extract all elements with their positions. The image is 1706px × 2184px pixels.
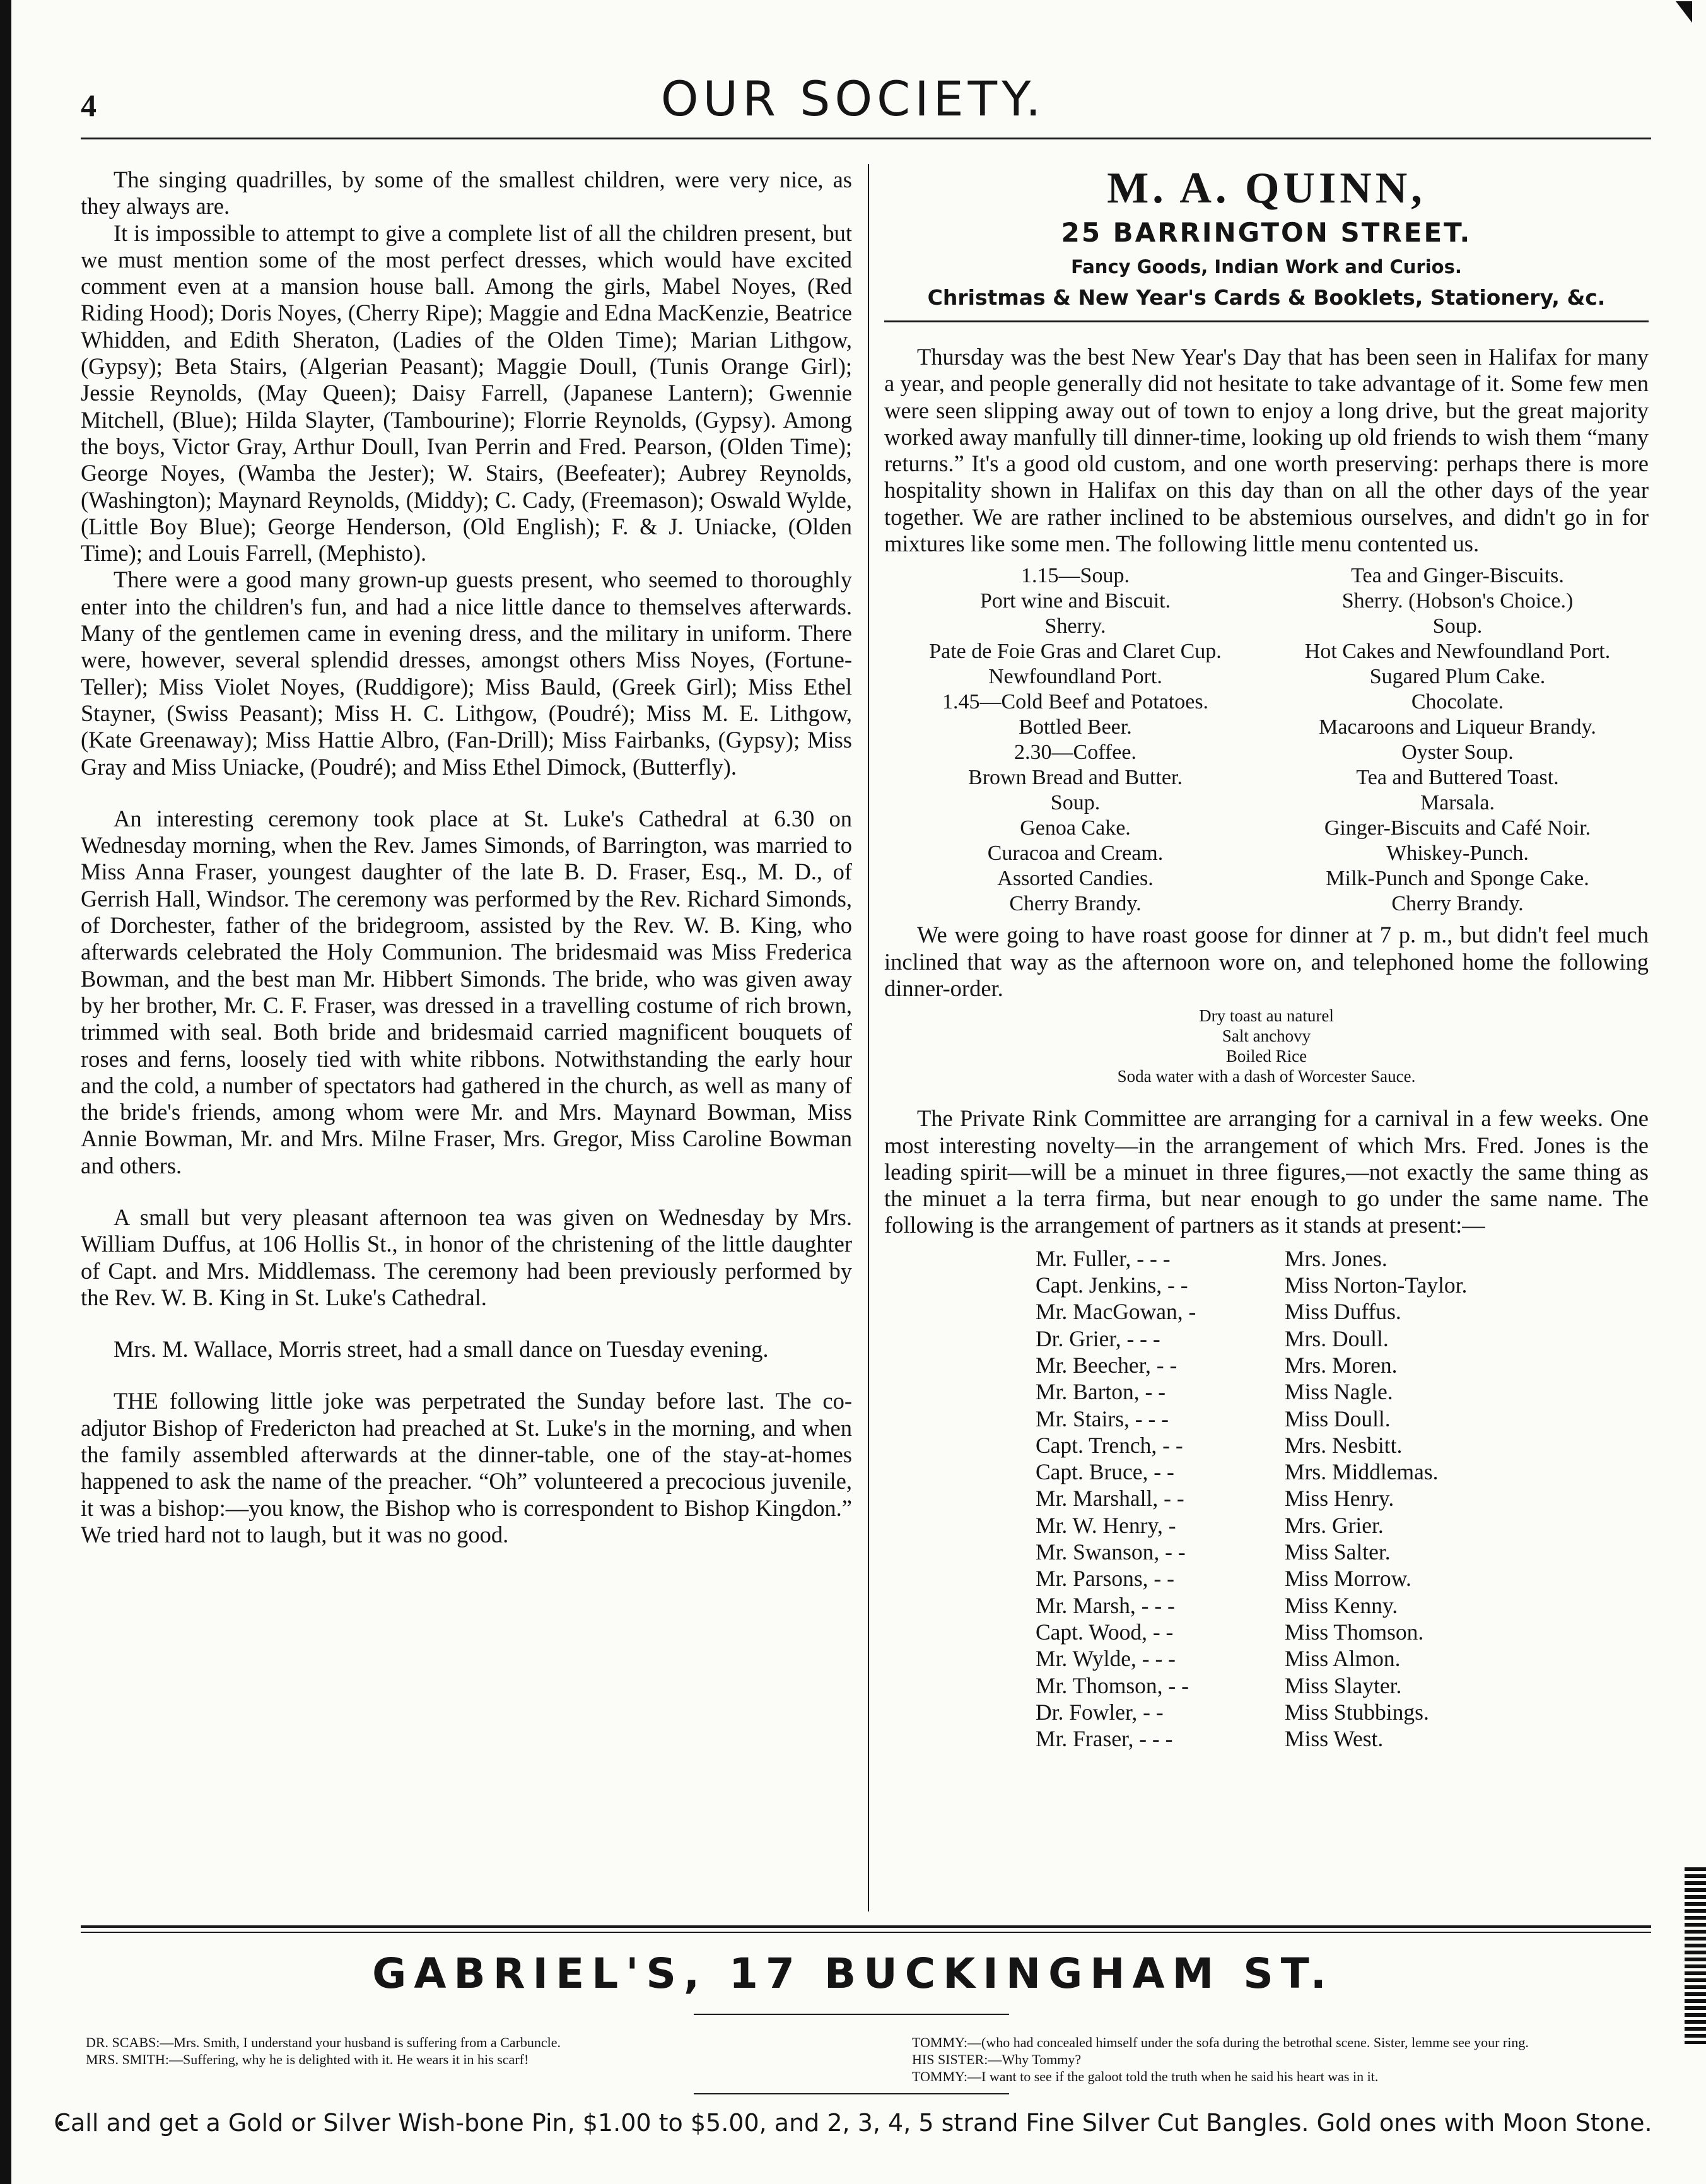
- partner-gentleman: Mr. MacGowan, -: [1036, 1299, 1196, 1325]
- partner-row: [1036, 1619, 1649, 1645]
- partner-lady: Miss Morrow.: [1285, 1566, 1411, 1592]
- menu-item: Genoa Cake.: [1020, 816, 1131, 840]
- menu-item: Chocolate.: [1411, 690, 1504, 714]
- partner-lady: Miss Salter.: [1285, 1539, 1391, 1565]
- column-divider: [868, 164, 869, 1911]
- partner-row: [1036, 1672, 1649, 1699]
- children-costumes-paragraph: It is impossible to attempt to give a complete list of all the children present, but we must mention some of the most perfect dresses, which would have excited comment even at a mansion house ball. Among the girls, Mabel Noyes, (Red Riding Hood); Doris Noyes, (Cherry Ripe); Maggie and Edna MacKenzie, Beatrice Whidden, and Edith Sheraton, (Ladies of the Olden Time); Marian Lithgow, (Gypsy); Beta Stairs, (Algerian Peasant); Maggie Doull, (Tunis Orange Girl); Jessie Reynolds, (May Queen); Daisy Farrell, (Japanese Lantern); Gwennie Mitchell, (Blue); Hilda Slayter, (Tambourine); Florrie Reynolds, (Gypsy). Among the boys, Victor Gray, Arthur Doull, Ivan Perrin and Fred. Pearson, (Olden Time); George Noyes, (Wamba the Jester); W. Stairs, (Beefeater); Aubrey Reynolds, (Washington); Maynard Reynolds, (Middy); C. Cady, (Freemason); Oswald Wylde, (Little Boy Blue); George Henderson, (Old English); F. & J. Uniacke, (Olden Time); and Louis Farrell, (Mephisto).: [81, 220, 852, 567]
- menu-item: Port wine and Biscuit.: [979, 589, 1171, 613]
- partner-lady: Mrs. Nesbitt.: [1285, 1432, 1403, 1458]
- dinner-order-item: Salt anchovy: [1222, 1026, 1311, 1046]
- partner-gentleman: Mr. Stairs, - - -: [1036, 1406, 1169, 1431]
- partner-gentleman: Mr. Swanson, - -: [1036, 1539, 1186, 1565]
- menu-item: 2.30—Coffee.: [1014, 741, 1136, 765]
- partner-gentleman: Mr. Fraser, - - -: [1036, 1726, 1173, 1752]
- partner-gentleman: Mr. Beecher, - -: [1036, 1352, 1177, 1378]
- partner-gentleman: Capt. Bruce, - -: [1036, 1459, 1174, 1485]
- partner-row: [1036, 1406, 1649, 1432]
- partner-lady: Mrs. Jones.: [1285, 1245, 1388, 1271]
- partner-gentleman: Mr. Fuller, - - -: [1036, 1245, 1171, 1271]
- partner-lady: Miss Henry.: [1285, 1486, 1394, 1512]
- partner-lady: Mrs. Middlemas.: [1285, 1459, 1439, 1485]
- partner-row: [1036, 1539, 1649, 1565]
- partner-row: [1036, 1245, 1649, 1272]
- menu-item: Sherry.: [1044, 614, 1106, 638]
- partner-row: [1036, 1378, 1649, 1405]
- dinner-order-item: Boiled Rice: [1225, 1047, 1307, 1066]
- joke-line: TOMMY:—I want to see if the galoot told the truth when he said his heart was in it.: [912, 2069, 1379, 2084]
- page-number: 4: [81, 88, 96, 123]
- wedding-paragraph: An interesting ceremony took place at St. Luke's Cathedral at 6.30 on Wednesday morning, when the Rev. James Simonds, of Barrington, was married to Miss Anna Fraser, youngest daughter of the late B. D. Fraser, Esq., M. D., of Gerrish Hall, Windsor. The ceremony was performed by the Rev. Richard Simonds, of Dorchester, father of the bridegroom, assisted by the Rev. W. B. King, who afterwards celebrated the Holy Communion. The bridesmaid was Miss Frederica Bowman, and the best man Mr. Hibbert Simonds. The bride, who was given away by her brother, Mr. C. F. Fraser, was dressed in a travelling costume of rich brown, trimmed with seal. Both bride and bridesmaid carried magnificent bouquets of roses and ferns, loosely tied with white ribbons. Notwithstanding the early hour and the cold, a number of spectators had gathered in the church, as well as many of the bride's friends, among whom were Mr. and Mrs. Maynard Bowman, Miss Annie Bowman, Mr. and Mrs. Milne Fraser, Mrs. Gregor, Miss Caroline Bowman and others.: [81, 805, 852, 1178]
- partner-gentleman: Capt. Wood, - -: [1036, 1619, 1174, 1645]
- dinner-paragraph: We were going to have roast goose for dinner at 7 p. m., but didn't feel much inclined that way as the afternoon wore on, and telephoned home the following dinner-order.: [884, 922, 1649, 1001]
- menu-item: Sugared Plum Cake.: [1369, 665, 1546, 689]
- new-year-menu: [884, 563, 1649, 917]
- partner-gentleman: Capt. Jenkins, - -: [1036, 1272, 1188, 1298]
- dinner-order-item: Soda water with a dash of Worcester Sauce.: [1117, 1067, 1416, 1086]
- menu-item: Sherry. (Hobson's Choice.): [1341, 589, 1574, 613]
- partner-gentleman: Mr. Marsh, - - -: [1036, 1592, 1175, 1618]
- menu-item: 1.15—Soup.: [1021, 564, 1130, 588]
- bishop-joke-paragraph: THE following little joke was perpetrated the Sunday before last. The co-adjutor Bishop of Fredericton had preached at St. Luke's in the morning, and when the family assembled afterwards at the dinner-table, one of the stay-at-homes happened to ask the name of the preacher. “Oh” volunteered a precocious juvenile, it was a bishop:—you know, the Bishop who is correspondent to Bishop Kingdon.” We tried hard not to laugh, but it was no good.: [81, 1388, 852, 1547]
- partner-lady: Miss Almon.: [1285, 1646, 1401, 1672]
- partner-lady: Miss Norton-Taylor.: [1285, 1272, 1468, 1298]
- menu-item: Soup.: [1050, 791, 1101, 815]
- partner-gentleman: Dr. Grier, - - -: [1036, 1325, 1160, 1351]
- menu-item: Assorted Candies.: [997, 867, 1154, 891]
- partner-gentleman: Capt. Trench, - -: [1036, 1432, 1183, 1458]
- new-year-paragraph: Thursday was the best New Year's Day that has been seen in Halifax for many a year, and people generally did not hesitate to take advantage of it. Some few men were seen slipping away out of town to enjoy a long drive, but the great majority worked away manfully till dinner-time, looking up old friends to wish them “many returns.” It's a good old custom, and one worth preserving: perhaps there is more hospitality shown in Halifax on this day than on all the other days of the year together. We are rather inclined to be abstemious ourselves, and didn't go in for mixtures like some men. The following little menu contented us.: [884, 344, 1649, 557]
- partner-gentleman: Dr. Fowler, - -: [1036, 1699, 1164, 1725]
- menu-item: Newfoundland Port.: [988, 665, 1162, 689]
- quinn-ad-cards: Christmas & New Year's Cards & Booklets, Stationery, &c.: [927, 285, 1606, 310]
- left-column: [81, 167, 852, 1548]
- header-rule: [81, 138, 1651, 139]
- partner-lady: Miss Nagle.: [1285, 1379, 1393, 1405]
- partner-gentleman: Mr. Marshall, - -: [1036, 1486, 1184, 1512]
- partner-row: [1036, 1459, 1649, 1485]
- joke-line: TOMMY:—(who had concealed himself under the sofa during the betrothal scene. Sister, lemme see your ring.: [912, 2034, 1529, 2050]
- partner-lady: Miss Duffus.: [1285, 1299, 1401, 1325]
- partner-gentleman: Mr. Parsons, - -: [1036, 1566, 1174, 1592]
- menu-item: Cherry Brandy.: [1009, 892, 1142, 916]
- partner-row: [1036, 1485, 1649, 1512]
- partner-row: [1036, 1325, 1649, 1352]
- menu-item: Macaroons and Liqueur Brandy.: [1319, 715, 1596, 739]
- menu-item: Oyster Soup.: [1401, 741, 1514, 765]
- ad-rule: [884, 320, 1649, 322]
- menu-item: Brown Bread and Butter.: [968, 766, 1183, 790]
- partner-lady: Mrs. Grier.: [1285, 1512, 1384, 1538]
- gabriels-ad-title: GABRIEL'S, 17 BUCKINGHAM ST.: [372, 1949, 1334, 1998]
- joke-line: DR. SCABS:—Mrs. Smith, I understand your husband is suffering from a Carbuncle.: [86, 2034, 561, 2050]
- menu-item: Cherry Brandy.: [1391, 892, 1524, 916]
- bottom-ad-top-rule-thin: [81, 1932, 1651, 1933]
- partner-lady: Miss Slayter.: [1285, 1672, 1402, 1698]
- dinner-order: [884, 1006, 1649, 1086]
- partner-gentleman: Mr. Wylde, - - -: [1036, 1646, 1176, 1672]
- carbuncle-joke: [86, 2034, 899, 2068]
- joke-line: HIS SISTER:—Why Tommy?: [912, 2052, 1082, 2067]
- menu-item: Pate de Foie Gras and Claret Cup.: [929, 640, 1222, 664]
- footer-rule: [694, 2093, 1009, 2094]
- tommy-joke: [912, 2034, 1650, 2085]
- page-edge-bar: [0, 0, 11, 2184]
- menu-item: Ginger-Biscuits and Café Noir.: [1324, 816, 1591, 840]
- bottom-ad-top-rule: [81, 1925, 1651, 1928]
- right-column: [884, 164, 1649, 1752]
- menu-item: Tea and Ginger-Biscuits.: [1351, 564, 1564, 588]
- menu-item: Soup.: [1432, 614, 1483, 638]
- corner-mark: [1676, 1, 1692, 23]
- menu-item: Bottled Beer.: [1019, 715, 1132, 739]
- dinner-order-item: Dry toast au naturel: [1199, 1006, 1334, 1026]
- small-dance-paragraph: Mrs. M. Wallace, Morris street, had a small dance on Tuesday evening.: [114, 1336, 769, 1363]
- partner-lady: Miss Stubbings.: [1285, 1699, 1429, 1725]
- quinn-ad-name: M. A. QUINN,: [1107, 164, 1426, 213]
- partner-row: [1036, 1512, 1649, 1539]
- partner-row: [1036, 1272, 1649, 1298]
- partner-gentleman: Mr. Thomson, - -: [1036, 1672, 1189, 1698]
- menu-item: Milk-Punch and Sponge Cake.: [1326, 867, 1589, 891]
- partner-lady: Miss Thomson.: [1285, 1619, 1424, 1645]
- partner-row: [1036, 1565, 1649, 1592]
- afternoon-tea-paragraph: A small but very pleasant afternoon tea was given on Wednesday by Mrs. William Duffus, at 106 Hollis St., in honor of the christening of the little daughter of Capt. and Mrs. Middlemass. The ceremony had been previously performed by the Rev. W. B. King in St. Luke's Cathedral.: [81, 1204, 852, 1310]
- masthead-title: OUR SOCIETY.: [660, 71, 1046, 127]
- rink-paragraph: The Private Rink Committee are arranging for a carnival in a few weeks. One most interesting novelty—in the arrangement of which Mrs. Fred. Jones is the leading spirit—will be a minuet in three figures,—not exactly the same thing as the minuet a la terra firma, but near enough to go under the same name. The following is the arrangement of partners as it stands at present:—: [884, 1105, 1649, 1238]
- partner-row: [1036, 1592, 1649, 1619]
- menu-item: Hot Cakes and Newfoundland Port.: [1304, 640, 1611, 664]
- partner-row: [1036, 1699, 1649, 1725]
- partner-row: [1036, 1352, 1649, 1378]
- partner-row: [1036, 1645, 1649, 1672]
- menu-item: 1.45—Cold Beef and Potatoes.: [942, 690, 1209, 714]
- bottom-ad-mid-rule: [694, 2014, 1009, 2015]
- partner-lady: Mrs. Moren.: [1285, 1352, 1398, 1378]
- footer-advertisement: Call and get a Gold or Silver Wish-bone Pin, $1.00 to $5.00, and 2, 3, 4, 5 strand Fine Silver Cut Bangles. Gold ones with Moon Stone.: [54, 2109, 1652, 2137]
- quinn-ad-address: 25 BARRINGTON STREET.: [1061, 217, 1472, 248]
- minuet-partners: [1036, 1245, 1649, 1752]
- quinn-advertisement: [884, 163, 1649, 313]
- menu-item: Tea and Buttered Toast.: [1356, 766, 1559, 790]
- partner-gentleman: Mr. W. Henry, -: [1036, 1512, 1176, 1538]
- menu-item: Marsala.: [1420, 791, 1495, 815]
- partner-row: [1036, 1298, 1649, 1325]
- partner-lady: Miss Doull.: [1285, 1406, 1391, 1431]
- partner-lady: Miss Kenny.: [1285, 1592, 1398, 1618]
- menu-item: Whiskey-Punch.: [1386, 842, 1529, 866]
- joke-line: MRS. SMITH:—Suffering, why he is delighted with it. He wears it in his scarf!: [86, 2052, 529, 2067]
- partner-lady: Mrs. Doull.: [1285, 1325, 1389, 1351]
- partner-row: [1036, 1725, 1649, 1752]
- quadrilles-paragraph: The singing quadrilles, by some of the smallest children, were very nice, as they always are.: [81, 167, 852, 220]
- partner-gentleman: Mr. Barton, - -: [1036, 1379, 1166, 1405]
- partner-row: [1036, 1432, 1649, 1459]
- quinn-ad-goods: Fancy Goods, Indian Work and Curios.: [1071, 256, 1462, 278]
- menu-item: Curacoa and Cream.: [987, 842, 1164, 866]
- grown-up-guests-paragraph: There were a good many grown-up guests present, who seemed to thoroughly enter into the children's fun, and had a nice little dance to themselves afterwards. Many of the gentlemen came in evening dress, and the military in uniform. There were, however, several splendid dresses, amongst others Miss Noyes, (Fortune-Teller); Miss Violet Noyes, (Ruddigore); Miss Bauld, (Greek Girl); Miss Ethel Stayner, (Swiss Peasant); Miss H. C. Lithgow, (Poudré); Miss M. E. Lithgow, (Kate Greenaway); Miss Hattie Albro, (Fan-Drill); Miss Fairbanks, (Gypsy); Miss Gray and Miss Uniacke, (Poudré); and Miss Ethel Dimock, (Butterfly).: [81, 567, 852, 780]
- partner-lady: Miss West.: [1285, 1726, 1384, 1752]
